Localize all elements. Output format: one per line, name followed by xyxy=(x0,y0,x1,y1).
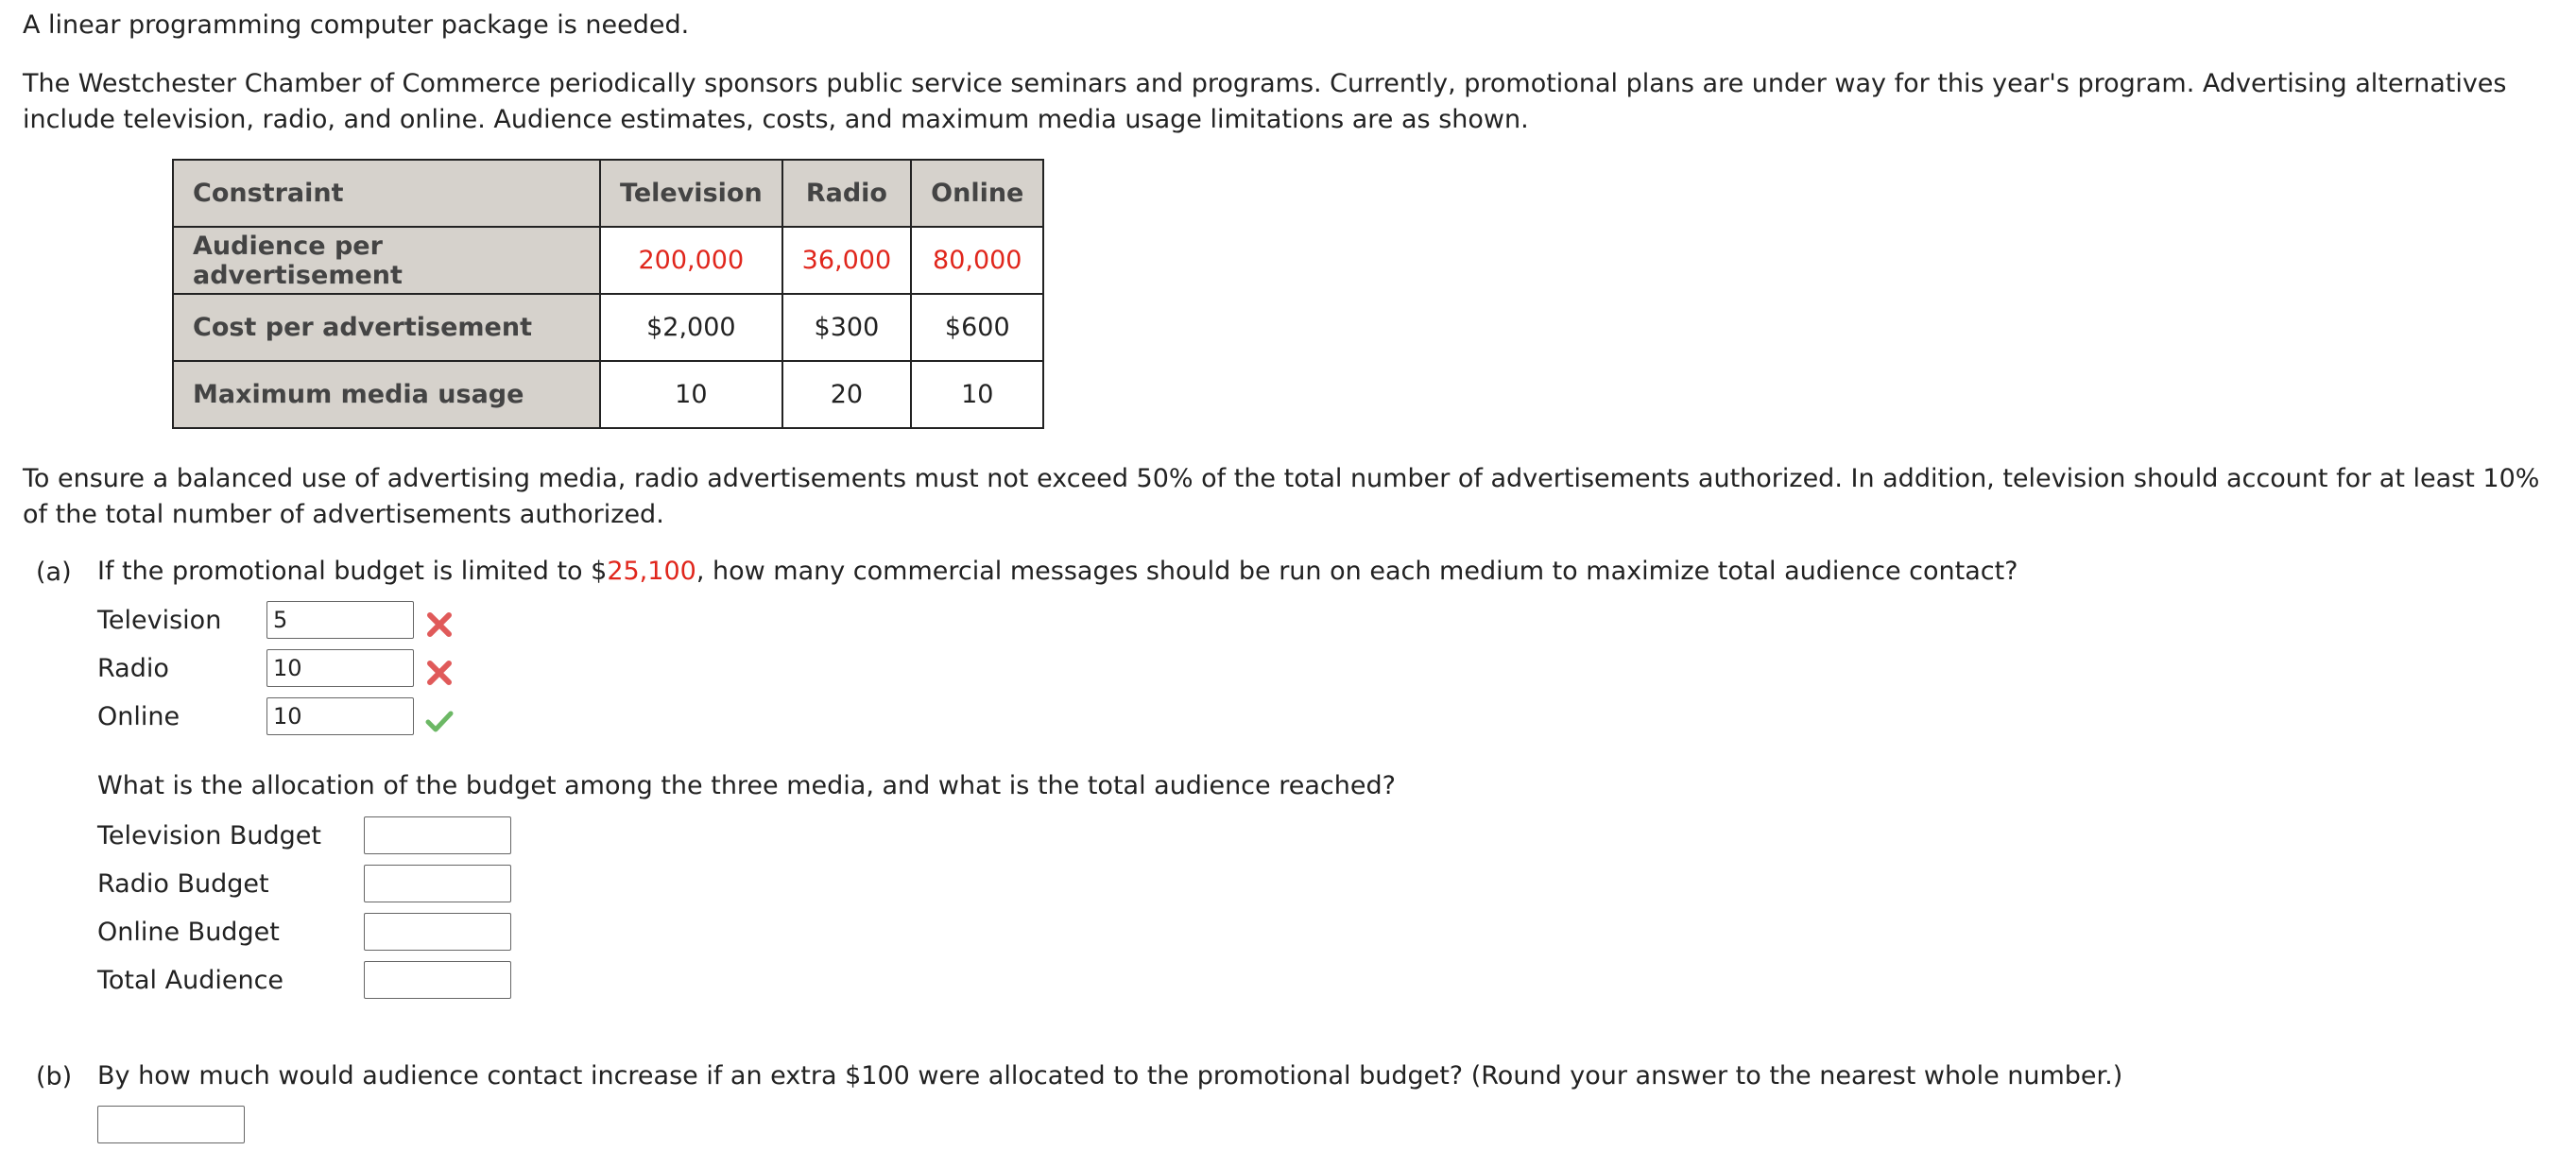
allocation-label: Online Budget xyxy=(97,918,280,947)
table-header-cell: Television xyxy=(600,160,782,227)
allocation-question: What is the allocation of the budget among the three media, and what is the total audience reached? xyxy=(97,771,1396,800)
table-cell: 20 xyxy=(782,361,911,428)
table-row xyxy=(173,227,1043,294)
part-b-question: By how much would audience contact increase if an extra $100 were allocated to the promotional budget? (Round your answer to the nearest whole number.) xyxy=(97,1061,2123,1091)
table-cell: 10 xyxy=(911,361,1043,428)
table-cell: 80,000 xyxy=(911,227,1043,294)
row-label: Maximum media usage xyxy=(173,361,600,428)
row-label: Cost per advertisement xyxy=(173,294,600,361)
table-cell: 36,000 xyxy=(782,227,911,294)
allocation-label: Total Audience xyxy=(97,966,284,995)
table-header-cell: Online xyxy=(911,160,1043,227)
answer-label-radio: Radio xyxy=(97,654,169,683)
online-count-input[interactable] xyxy=(266,697,414,735)
table-row xyxy=(173,361,1043,428)
intro-line: A linear programming computer package is needed. xyxy=(23,10,690,40)
online-budget-input[interactable] xyxy=(364,913,511,951)
incorrect-x-icon xyxy=(424,610,455,640)
radio-budget-input[interactable] xyxy=(364,865,511,902)
television-budget-input[interactable] xyxy=(364,816,511,854)
radio-count-input[interactable] xyxy=(266,649,414,687)
allocation-label: Television Budget xyxy=(97,821,322,850)
table-row xyxy=(173,294,1043,361)
budget-value: 25,100 xyxy=(607,557,696,586)
table-cell: $2,000 xyxy=(600,294,782,361)
answer-label-online: Online xyxy=(97,702,180,731)
table-header-row xyxy=(173,160,1043,227)
table-cell: 10 xyxy=(600,361,782,428)
correct-check-icon xyxy=(424,706,455,736)
table-header-cell: Radio xyxy=(782,160,911,227)
constraint-paragraph: To ensure a balanced use of advertising media, radio advertisements must not exceed 50% of the total number of advertisements authorized. In addition, television should account for at least 10% of the total number of advertisements authorized. xyxy=(23,464,2540,529)
row-label: Audience per advertisement xyxy=(173,227,600,294)
media-table xyxy=(172,159,1044,429)
part-a-question xyxy=(97,554,2018,590)
part-b-marker: (b) xyxy=(36,1062,73,1091)
intro-paragraph: The Westchester Chamber of Commerce periodically sponsors public service seminars and programs. Currently, promotional plans are under way for this year's program. Advertising alternatives include television, radio, and online. Audience estimates, costs, and maximum media usage limitations are as shown. xyxy=(23,69,2507,134)
question-text: If the promotional budget is limited to $ xyxy=(97,557,608,586)
allocation-label: Radio Budget xyxy=(97,869,269,899)
table-cell: $600 xyxy=(911,294,1043,361)
table-cell: 200,000 xyxy=(600,227,782,294)
answer-label-television: Television xyxy=(97,606,222,635)
part-a-marker: (a) xyxy=(36,558,72,587)
table-header-cell: Constraint xyxy=(173,160,600,227)
audience-increase-input[interactable] xyxy=(97,1106,245,1143)
incorrect-x-icon xyxy=(424,658,455,688)
question-text: , how many commercial messages should be run on each medium to maximize total audience contact? xyxy=(696,557,2018,586)
table-cell: $300 xyxy=(782,294,911,361)
total-audience-input[interactable] xyxy=(364,961,511,999)
television-count-input[interactable] xyxy=(266,601,414,639)
